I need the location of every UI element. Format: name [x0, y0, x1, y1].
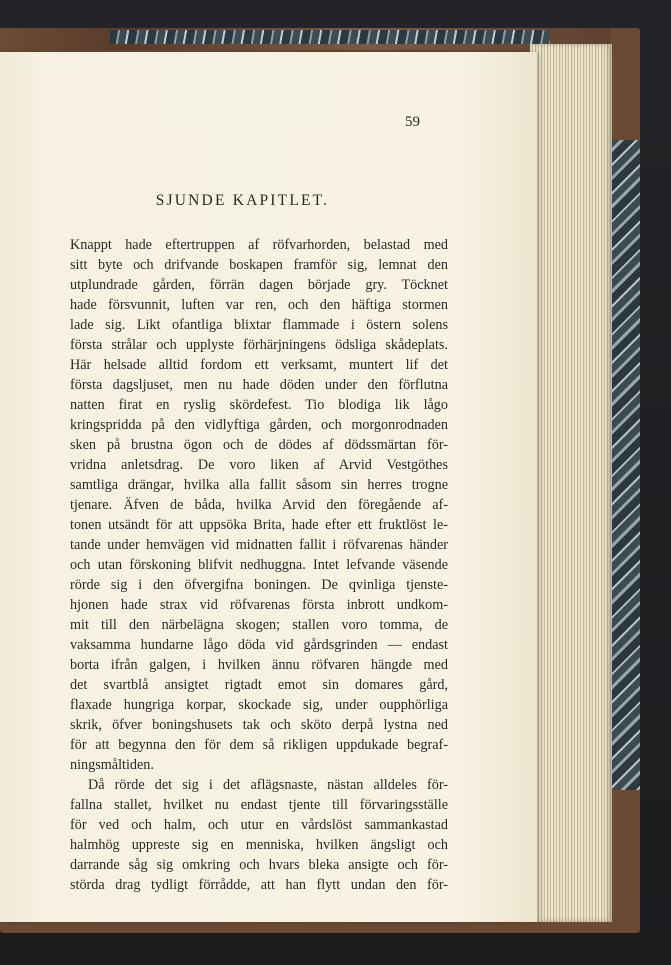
text-line: samtliga drängar, hvilka alla fallit såsom sin herres trogne	[70, 477, 448, 493]
page-number: 59	[405, 114, 420, 130]
text-line: tonen utsändt för att uppsöka Brita, hade efter ett fruktlöst le-	[70, 517, 448, 533]
text-line: sitt byte och drifvande boskapen framför sig, lemnat den	[70, 257, 448, 273]
page-edges	[530, 44, 612, 922]
text-line: tjenare. Äfven de båda, hvilka Arvid den föregående af-	[70, 497, 448, 513]
text-line: hade försvunnit, luften var ren, och den häftiga stormen	[70, 297, 448, 313]
text-line: flaxade hungriga korpar, skockade sig, under oupphörliga	[70, 697, 448, 713]
text-line: Då rörde det sig i det aflägsnaste, nästan alldeles för-	[88, 777, 448, 793]
text-line: kringspridda på den vidlyftiga gården, och morgonrodnaden	[70, 417, 448, 433]
text-line: halmhög uppreste sig en menniska, hvilken ängsligt och	[70, 837, 448, 853]
text-line: darrande såg sig omkring och hvars bleka ansigte och för-	[70, 857, 448, 873]
text-line: borta ifrån galgen, i hvilken ännu röfvaren hängde med	[70, 657, 448, 673]
text-line: för ved och halm, och utur en vårdslöst sammankastad	[70, 817, 448, 833]
text-line: det svartblå ansigtet rigtadt emot sin domares gård,	[70, 677, 448, 693]
text-line: första strålar och upplyste förhärjningens ödsliga skådeplats.	[70, 337, 448, 353]
marbled-top-edge	[110, 30, 550, 44]
text-line: ningsmåltiden.	[70, 757, 154, 773]
text-line: rörde sig i den öfvergifna boningen. De qvinliga tjenste-	[70, 577, 448, 593]
text-line: vaksamma hundarne lågo döda vid gårdsgrinden — endast	[70, 637, 448, 653]
text-line: vridna anletsdrag. De voro liken af Arvid Vestgöthes	[70, 457, 448, 473]
text-line: sken på brustna ögon och de dödes af dödssmärtan för-	[70, 437, 448, 453]
text-line: mit till den närbelägna skogen; stallen voro tomma, de	[70, 617, 448, 633]
text-line: utplundrade gården, förrän dagen började gry. Töcknet	[70, 277, 448, 293]
text-line: hjonen hade strax vid röfvarenas första inbrott undkom-	[70, 597, 448, 613]
chapter-title: SJUNDE KAPITLET.	[155, 192, 330, 209]
text-line: skrik, öfver boningshusets tak och sköto derpå lystna ned	[70, 717, 448, 733]
text-line: Här helsade alltid fordom ett verksamt, muntert lif det	[70, 357, 448, 373]
text-line: Knappt hade eftertruppen af röfvarhorden, belastad med	[70, 237, 448, 253]
text-line: fallna stallet, hvilket nu endast tjente till förvaringsställe	[70, 797, 448, 813]
text-line: störda drag tydligt förrådde, att han flytt undan den för-	[70, 877, 448, 893]
text-line: lade sig. Likt ofantliga blixtar flammade i östern solens	[70, 317, 448, 333]
text-line: första dagsljuset, men nu hade döden under den förflutna	[70, 377, 448, 393]
text-line: natten firat en ryslig skördefest. Tio blodiga lik lågo	[70, 397, 448, 413]
text-line: för att begynna den för dem så rikligen uppdukade begraf-	[70, 737, 448, 753]
text-line: och utan förskoning blifvit nedhuggna. Intet lefvande väsende	[70, 557, 448, 573]
marbled-endpaper	[610, 140, 640, 790]
text-line: tande under hemvägen vid midnatten fallit i röfvarenas händer	[70, 537, 448, 553]
